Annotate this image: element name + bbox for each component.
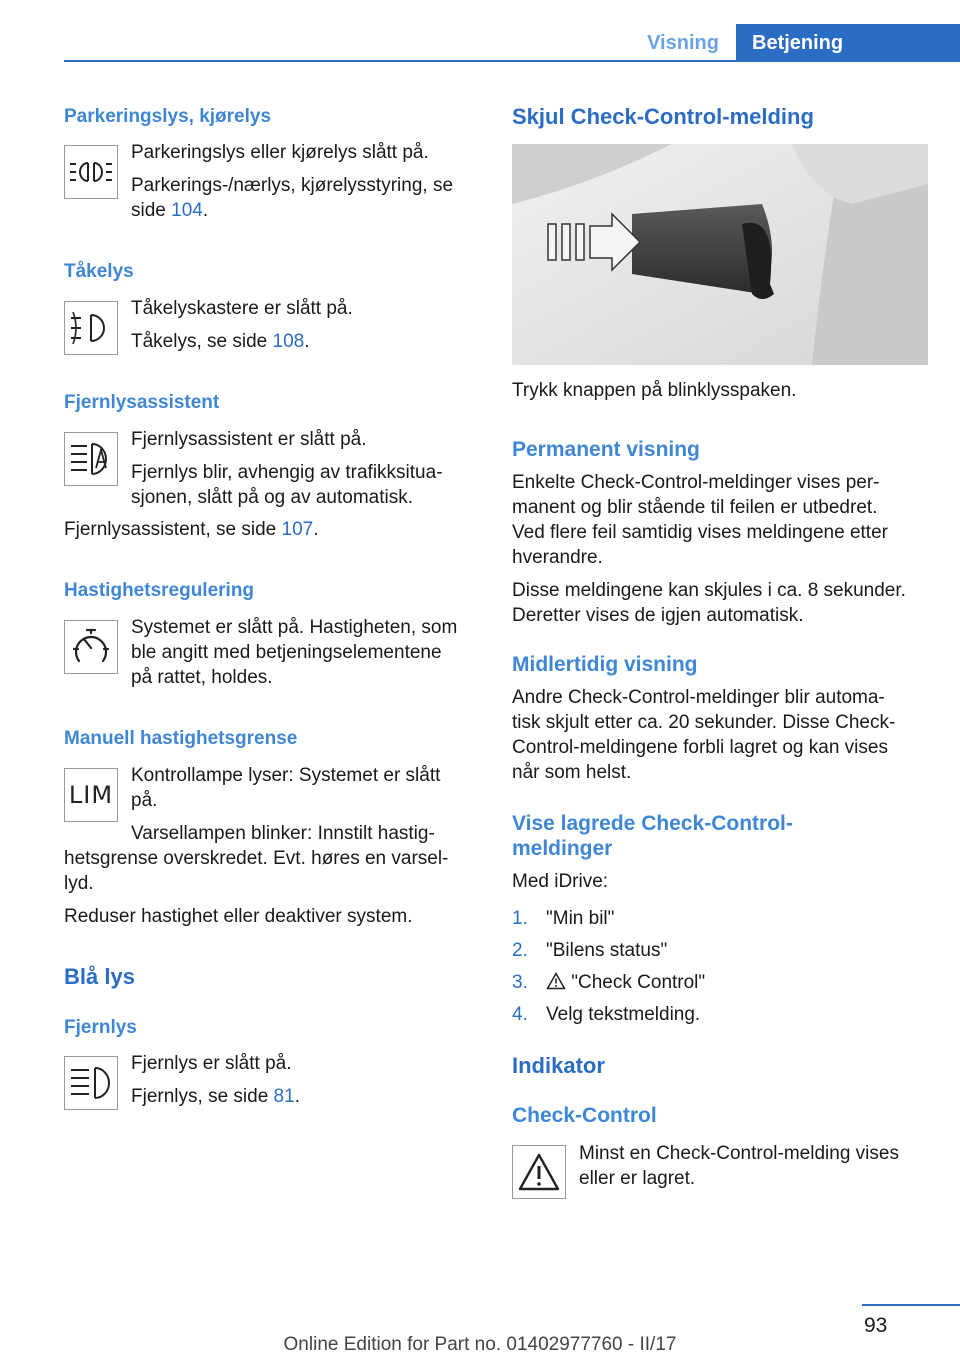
manuell-text-4: hetsgrense overskredet. Evt. høres en varsel‐ bbox=[64, 848, 449, 869]
manuell-text-5: lyd. bbox=[64, 873, 94, 894]
step-number: 3. bbox=[512, 972, 528, 993]
check-control-text-2: eller er lagret. bbox=[579, 1168, 696, 1189]
step-text: "Min bil" bbox=[546, 908, 615, 929]
parkering-text-2: Parkerings-/nærlys, kjørelysstyring, se bbox=[131, 175, 454, 196]
heading-takelys: Tåkelys bbox=[64, 261, 134, 282]
turn-signal-lever-illustration bbox=[512, 144, 928, 365]
fjernlysassistent-text-1: Fjernlysassistent er slått på. bbox=[131, 429, 367, 450]
heading-parkeringslys: Parkeringslys, kjørelys bbox=[64, 106, 272, 127]
step-number: 2. bbox=[512, 940, 528, 961]
fjernlysassistent-text-2: Fjernlys blir, avhengig av trafikksitua‐ bbox=[131, 462, 443, 483]
manuell-text-3: Varsellampen blinker: Innstilt hastig‐ bbox=[131, 823, 435, 844]
heading-midlertidig-visning: Midlertidig visning bbox=[512, 653, 698, 676]
step-number: 4. bbox=[512, 1004, 528, 1025]
footer-rule bbox=[862, 1304, 960, 1306]
fjernlysassistent-text-3: sjonen, slått på og av automatisk. bbox=[131, 487, 413, 508]
cruise-control-icon bbox=[64, 620, 118, 674]
heading-fjernlys: Fjernlys bbox=[64, 1017, 137, 1038]
page-link-104[interactable]: 104 bbox=[171, 200, 203, 221]
permanent-text-6: Deretter vises de igjen automatisk. bbox=[512, 605, 804, 626]
heading-manuell-hastighetsgrense: Manuell hastighetsgrense bbox=[64, 728, 298, 749]
fog-light-icon bbox=[64, 301, 118, 355]
manuell-text-2: på. bbox=[131, 790, 158, 811]
page-link-107[interactable]: 107 bbox=[281, 519, 314, 540]
heading-indikator: Indikator bbox=[512, 1053, 605, 1078]
caption-trykk: Trykk knappen på blinklysspaken. bbox=[512, 380, 797, 401]
permanent-text-5: Disse meldingene kan skjules i ca. 8 sekunder. bbox=[512, 580, 906, 601]
permanent-text-3: Ved flere feil samtidig vises meldingene etter bbox=[512, 522, 888, 543]
permanent-text-4: hverandre. bbox=[512, 547, 603, 568]
heading-vise-lagrede-2: meldinger bbox=[512, 837, 613, 860]
manuell-text-6: Reduser hastighet eller deaktiver system. bbox=[64, 906, 413, 927]
hastighet-text-3: på rattet, holdes. bbox=[131, 667, 273, 688]
permanent-text-2: manent og blir stående til feilen er utbedret. bbox=[512, 497, 878, 518]
parkering-text-1: Parkeringslys eller kjørelys slått på. bbox=[131, 142, 429, 163]
page-number: 93 bbox=[864, 1314, 888, 1337]
heading-hastighetsregulering: Hastighetsregulering bbox=[64, 580, 255, 601]
tab-visning[interactable]: Visning bbox=[647, 32, 719, 54]
step-text: Velg tekstmelding. bbox=[546, 1004, 701, 1025]
warning-triangle-icon bbox=[546, 972, 566, 990]
heading-bla-lys: Blå lys bbox=[64, 964, 135, 989]
step-text: "Bilens status" bbox=[546, 940, 668, 961]
midlertidig-text-2: tisk skjult etter ca. 20 sekunder. Disse Check- bbox=[512, 712, 896, 733]
speed-limit-lim-icon bbox=[64, 768, 118, 822]
permanent-text-1: Enkelte Check-Control-meldinger vises per‐ bbox=[512, 472, 880, 493]
step-text-with-icon: "Check Control" bbox=[546, 970, 705, 995]
tab-betjening[interactable]: Betjening bbox=[736, 24, 960, 60]
page-link-108[interactable]: 108 bbox=[272, 331, 305, 352]
lim-icon-text: LIM bbox=[68, 781, 114, 809]
parkering-text-3: side 104. bbox=[131, 200, 209, 221]
step-number: 1. bbox=[512, 908, 528, 929]
check-control-warning-icon bbox=[512, 1145, 566, 1199]
heading-vise-lagrede-1: Vise lagrede Check-Control- bbox=[512, 812, 793, 835]
takelys-text-1: Tåkelyskastere er slått på. bbox=[131, 298, 353, 319]
takelys-text-2: Tåkelys, se side 108. bbox=[131, 331, 310, 352]
high-beam-icon bbox=[64, 1056, 118, 1110]
heading-permanent-visning: Permanent visning bbox=[512, 438, 700, 461]
fjernlys-text-2: Fjernlys, se side 81. bbox=[131, 1086, 300, 1107]
check-control-text-1: Minst en Check-Control-melding vises bbox=[579, 1143, 899, 1164]
edition-footer: Online Edition for Part no. 01402977760 - II/17 bbox=[283, 1334, 677, 1355]
fjernlys-text-1: Fjernlys er slått på. bbox=[131, 1053, 292, 1074]
heading-skjul-check-control: Skjul Check-Control-melding bbox=[512, 104, 814, 129]
page-link-81[interactable]: 81 bbox=[273, 1086, 295, 1107]
manuell-text-1: Kontrollampe lyser: Systemet er slått bbox=[131, 765, 441, 786]
hastighet-text-2: ble angitt med betjeningselementene bbox=[131, 642, 442, 663]
midlertidig-text-4: når som helst. bbox=[512, 762, 632, 783]
midlertidig-text-3: Control-meldingene forbli lagret og kan vises bbox=[512, 737, 888, 758]
heading-fjernlysassistent: Fjernlysassistent bbox=[64, 392, 220, 413]
header-rule bbox=[64, 60, 960, 62]
hastighet-text-1: Systemet er slått på. Hastigheten, som bbox=[131, 617, 458, 638]
heading-check-control: Check-Control bbox=[512, 1104, 657, 1127]
high-beam-assistant-icon bbox=[64, 432, 118, 486]
lagrede-intro: Med iDrive: bbox=[512, 871, 609, 892]
fjernlysassistent-text-4: Fjernlysassistent, se side 107. bbox=[64, 519, 319, 540]
parking-light-icon bbox=[64, 145, 118, 199]
midlertidig-text-1: Andre Check-Control-meldinger blir automa‐ bbox=[512, 687, 885, 708]
